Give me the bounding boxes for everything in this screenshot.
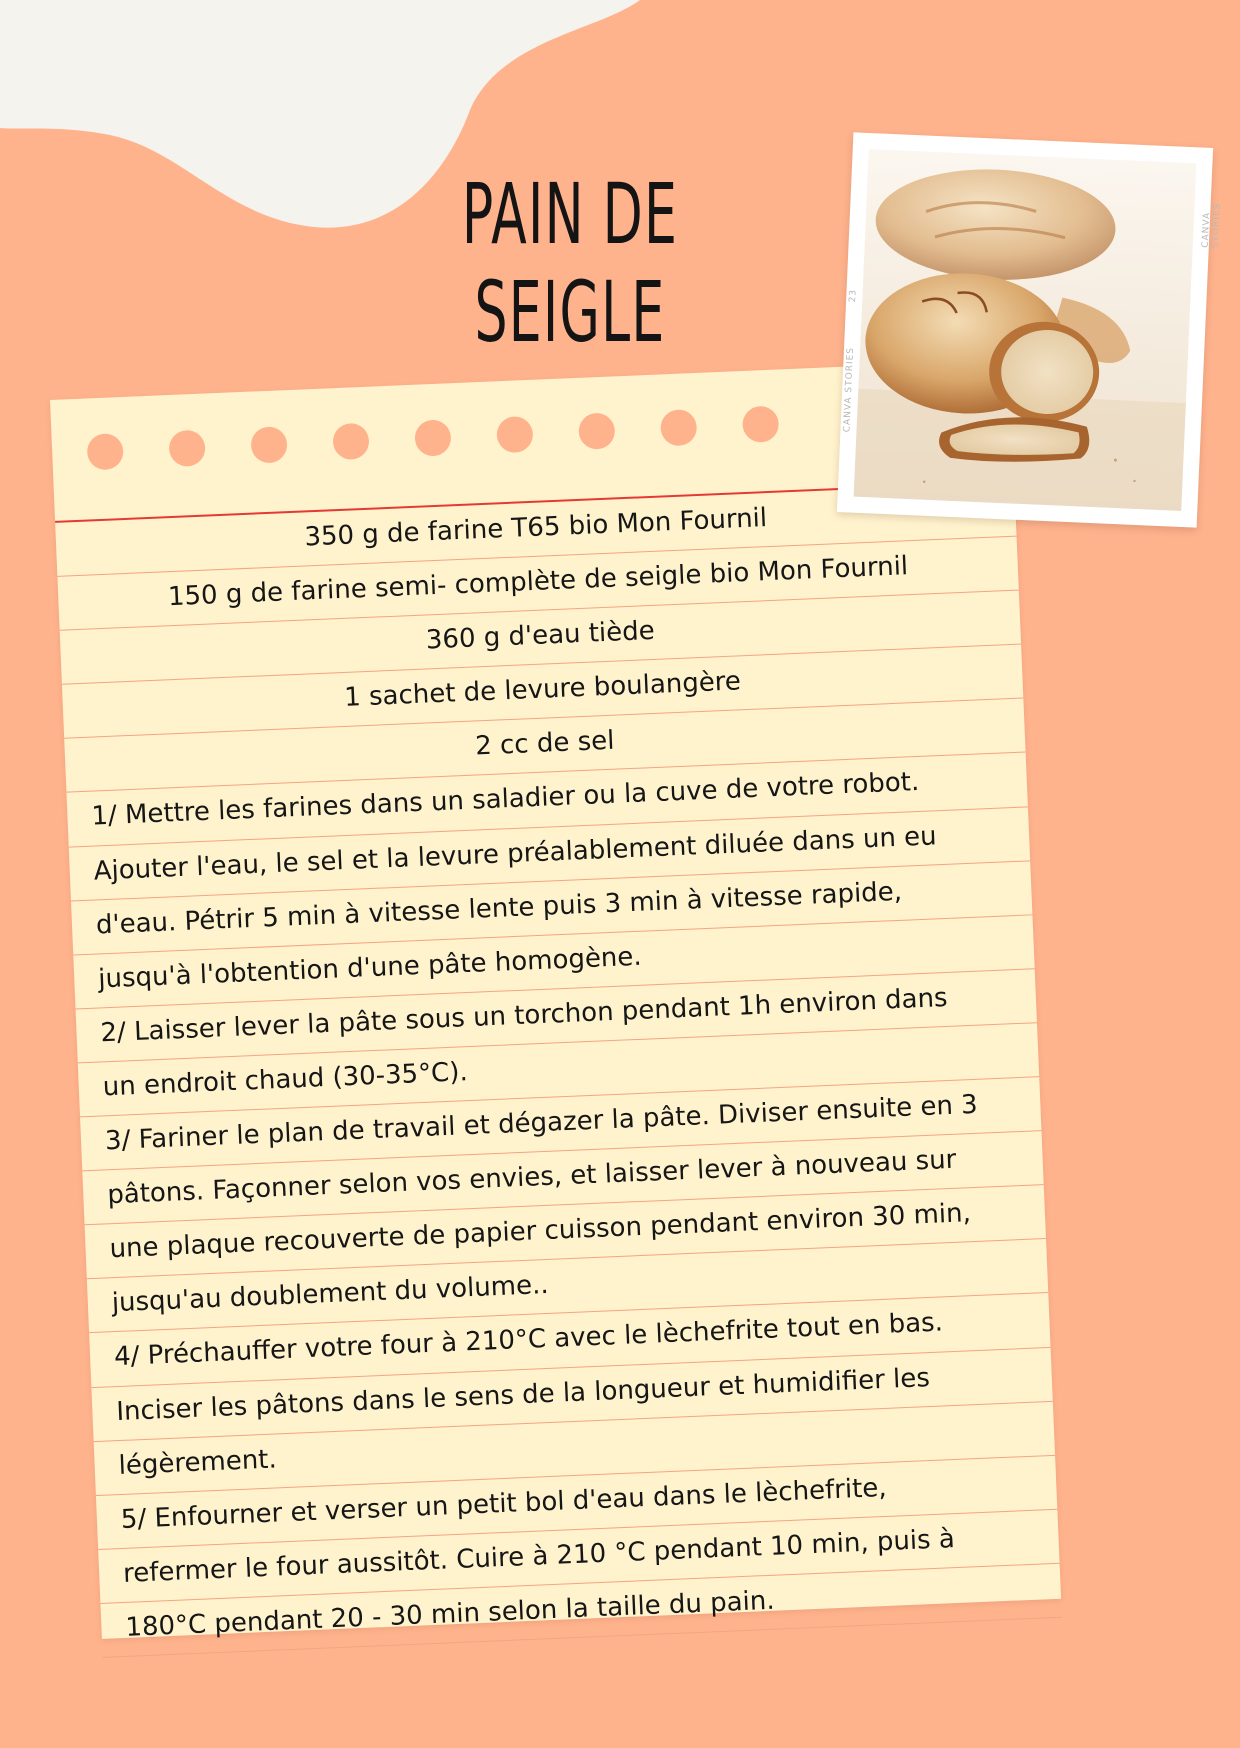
step-line: Inciser les pâtons dans le sens de la longueur et humidifier les <box>91 1347 1052 1441</box>
ingredient-line: 150 g de farine semi- complète de seigle bio Mon Fournil <box>57 537 1018 631</box>
step-line: 1/ Mettre les farines dans un saladier ou la cuve de votre robot. <box>66 753 1027 847</box>
step-line: Ajouter l'eau, le sel et la levure préalablement diluée dans un eu <box>69 807 1030 901</box>
step-line: jusqu'au doublement du volume.. <box>87 1239 1048 1333</box>
photo-frame <box>837 132 1223 527</box>
step-line: 180°C pendant 20 - 30 min selon la taille du pain. <box>100 1564 1061 1658</box>
bread-photo <box>854 149 1197 511</box>
ingredient-line: 1 sachet de levure boulangère <box>62 645 1023 739</box>
binder-hole <box>742 406 779 443</box>
photo-watermark: CANVA STORIES <box>1200 202 1223 249</box>
step-line: 4/ Préchauffer votre four à 210°C avec le lèchefrite tout en bas. <box>89 1293 1050 1387</box>
step-line: légèrement. <box>94 1401 1055 1495</box>
binder-hole <box>168 430 205 467</box>
binder-hole <box>578 412 615 449</box>
step-line: 3/ Fariner le plan de travail et dégazer la pâte. Diviser ensuite en 3 <box>80 1077 1041 1171</box>
binder-hole <box>250 426 287 463</box>
photo-watermark: CANVA STORIES <box>842 346 857 433</box>
step-line: pâtons. Façonner selon vos envies, et laisser lever à nouveau sur <box>82 1131 1043 1225</box>
step-line: refermer le four aussitôt. Cuire à 210 °C pendant 10 min, puis à <box>98 1510 1059 1604</box>
step-line: d'eau. Pétrir 5 min à vitesse lente puis 3 min à vitesse rapide, <box>71 861 1032 955</box>
ingredient-line: 360 g d'eau tiède <box>60 591 1021 685</box>
binder-hole <box>414 419 451 456</box>
step-line: 5/ Enfourner et verser un petit bol d'eau dans le lèchefrite, <box>96 1456 1057 1550</box>
step-line: 2/ Laisser lever la pâte sous un torchon pendant 1h environ dans <box>76 969 1037 1063</box>
binder-hole <box>332 423 369 460</box>
page-title: PAIN DE SEIGLE <box>461 165 679 361</box>
step-line: une plaque recouverte de papier cuisson pendant environ 30 min, <box>85 1185 1046 1279</box>
recipe-paper <box>50 360 1061 1643</box>
ingredient-line: 2 cc de sel <box>64 699 1025 793</box>
step-line: un endroit chaud (30-35°C). <box>78 1023 1039 1117</box>
binder-hole <box>86 433 123 470</box>
recipe-lines <box>55 483 1062 1658</box>
binder-hole <box>496 416 533 453</box>
photo-frame-number: 23 <box>848 288 859 303</box>
ingredient-line: 350 g de farine T65 bio Mon Fournil <box>55 483 1016 577</box>
binder-hole <box>660 409 697 446</box>
step-line: jusqu'à l'obtention d'une pâte homogène. <box>73 915 1034 1009</box>
